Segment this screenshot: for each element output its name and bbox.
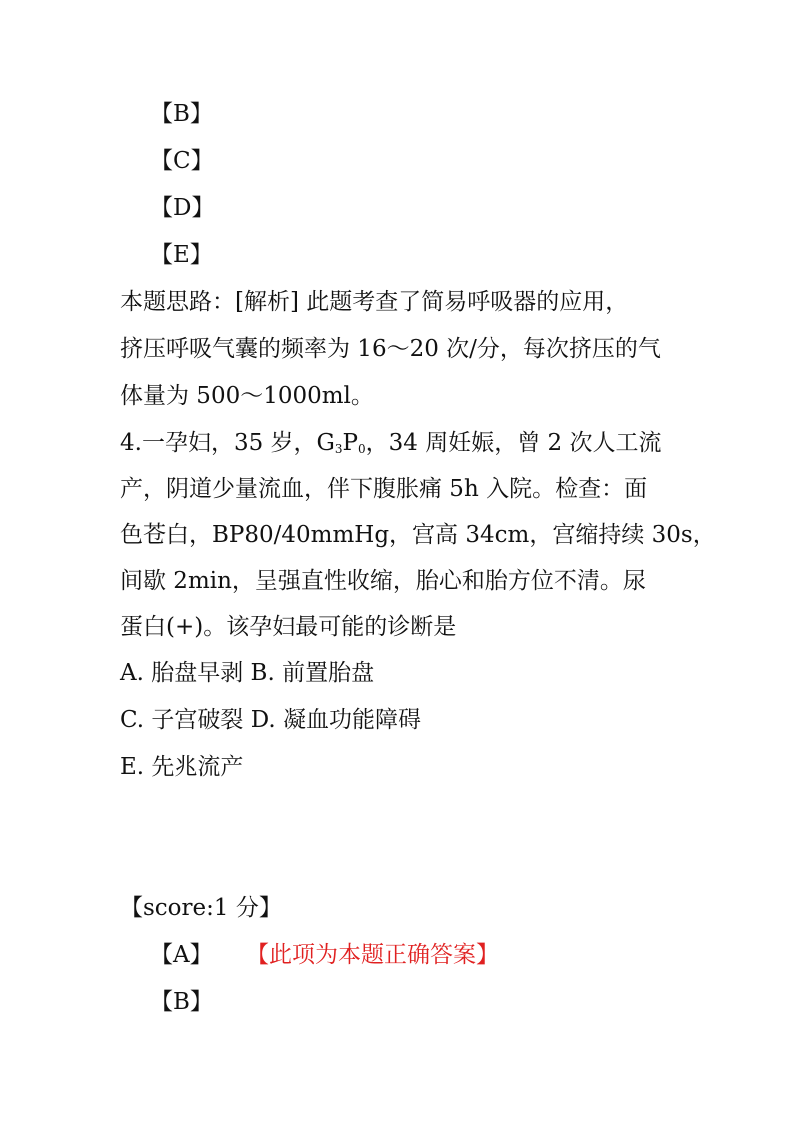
score-label: 【score:1 分】 <box>120 895 282 921</box>
question-line-3: 色苍白，BP80/40mmHg，宫高 34cm，宫缩持续 30s， <box>120 522 716 548</box>
explanation-line-3: 体量为 500～1000ml。 <box>120 383 374 409</box>
question-line-4: 间歇 2min，呈强直性收缩，胎心和胎方位不清。尿 <box>120 568 646 594</box>
answer-b-label: 【B】 <box>150 989 213 1015</box>
para-letter: P <box>342 430 359 456</box>
explanation-line-1: 本题思路：[解析] 此题考查了简易呼吸器的应用， <box>120 289 629 315</box>
question-suffix: ，34 周妊娠，曾 2 次人工流 <box>365 430 662 456</box>
choice-line-ab: A. 胎盘早剥 B. 前置胎盘 <box>120 660 375 686</box>
gravida-subscript: 3 <box>334 442 343 456</box>
answer-a-row <box>150 940 499 970</box>
option-e-top: 【E】 <box>150 242 213 268</box>
explanation-line-2: 挤压呼吸气囊的频率为 16～20 次/分，每次挤压的气 <box>120 336 661 362</box>
option-b-top: 【B】 <box>150 101 213 127</box>
correct-answer-note: 【此项为本题正确答案】 <box>245 942 499 968</box>
question-line-1 <box>120 428 662 464</box>
question-line-2: 产，阴道少量流血，伴下腹胀痛 5h 入院。检查：面 <box>120 476 648 502</box>
option-c-top: 【C】 <box>150 148 214 174</box>
option-d-top: 【D】 <box>150 195 215 221</box>
question-prefix: 4.一孕妇，35 岁，G <box>120 430 335 456</box>
answer-a-label: 【A】 <box>150 942 213 968</box>
para-subscript: 0 <box>358 442 366 456</box>
choice-line-cd: C. 子宫破裂 D. 凝血功能障碍 <box>120 707 421 733</box>
question-line-5: 蛋白(+)。该孕妇最可能的诊断是 <box>120 614 457 640</box>
choice-line-e: E. 先兆流产 <box>120 754 244 780</box>
